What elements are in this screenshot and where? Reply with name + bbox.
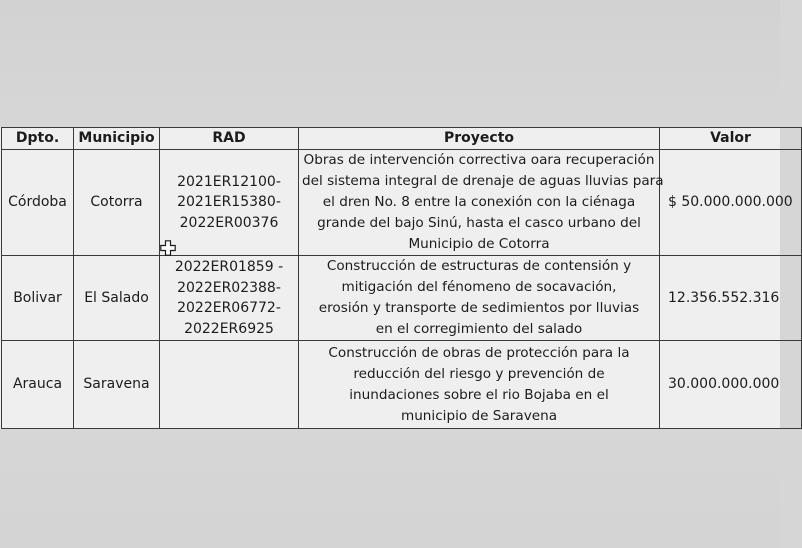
proyecto-line: Construcción de estructuras de contensión y	[326, 258, 632, 274]
table-row	[2, 341, 802, 429]
table-row	[2, 256, 802, 341]
proyecto-line: reducción del riesgo y prevención de	[353, 365, 605, 382]
rad-line: 2022ER6925	[184, 320, 274, 337]
proyecto-line: mitigación del fénomeno de socavación,	[341, 279, 617, 295]
header-rad: RAD	[160, 128, 299, 150]
cell-municipio: El Salado	[74, 256, 160, 341]
proyecto-line: municipio de Saravena	[400, 407, 558, 424]
rad-line: 2022ER02388-	[177, 279, 281, 296]
header-row	[2, 128, 802, 150]
header-dpto: Dpto.	[2, 128, 74, 150]
rad-line: 2022ER06772-	[177, 300, 281, 316]
cell-dpto: Córdoba	[2, 150, 74, 256]
header-proyecto: Proyecto	[299, 128, 660, 150]
cell-valor: $ 50.000.000.000	[660, 150, 802, 256]
rad-line: 2022ER01859 -	[174, 259, 284, 275]
rad-line: 2021ER15380-	[177, 194, 281, 211]
spreadsheet-photo	[0, 127, 793, 429]
table-row	[2, 150, 802, 256]
cell-rad	[160, 150, 299, 256]
cell-rad	[160, 341, 299, 429]
proyecto-line: Obras de intervención correctiva oara recuperación	[303, 152, 655, 168]
cell-valor: 30.000.000.000	[660, 341, 802, 429]
cell-municipio: Cotorra	[74, 150, 160, 256]
cell-rad	[160, 256, 299, 341]
plus-crosshair-cursor-icon	[160, 240, 176, 256]
cell-proyecto	[299, 256, 660, 341]
proyecto-line: grande del bajo Sinú, hasta el casco urbano del	[317, 215, 641, 231]
cell-dpto: Bolivar	[2, 256, 74, 341]
projects-table	[1, 127, 802, 429]
proyecto-line: erosión y transporte de sedimientos por lluvias	[318, 300, 640, 316]
rad-line: 2021ER12100-	[177, 173, 281, 190]
proyecto-line: Municipio de Cotorra	[408, 236, 550, 252]
proyecto-line: del sistema integral de drenaje de aguas lluvias para	[302, 173, 664, 189]
rad-line: 2022ER00376	[179, 214, 279, 231]
header-municipio: Municipio	[74, 128, 160, 150]
header-valor: Valor	[660, 128, 802, 150]
proyecto-line: Construcción de obras de protección para la	[328, 344, 630, 361]
proyecto-line: el dren No. 8 entre la conexión con la ciénaga	[322, 194, 636, 210]
cell-proyecto	[299, 150, 664, 256]
proyecto-line: en el corregimiento del salado	[375, 321, 583, 337]
cell-proyecto	[299, 341, 660, 429]
cell-dpto: Arauca	[2, 341, 74, 429]
proyecto-line: inundaciones sobre el rio Bojaba en el	[349, 386, 609, 403]
cell-municipio: Saravena	[74, 341, 160, 429]
cell-valor: 12.356.552.316	[660, 256, 802, 341]
